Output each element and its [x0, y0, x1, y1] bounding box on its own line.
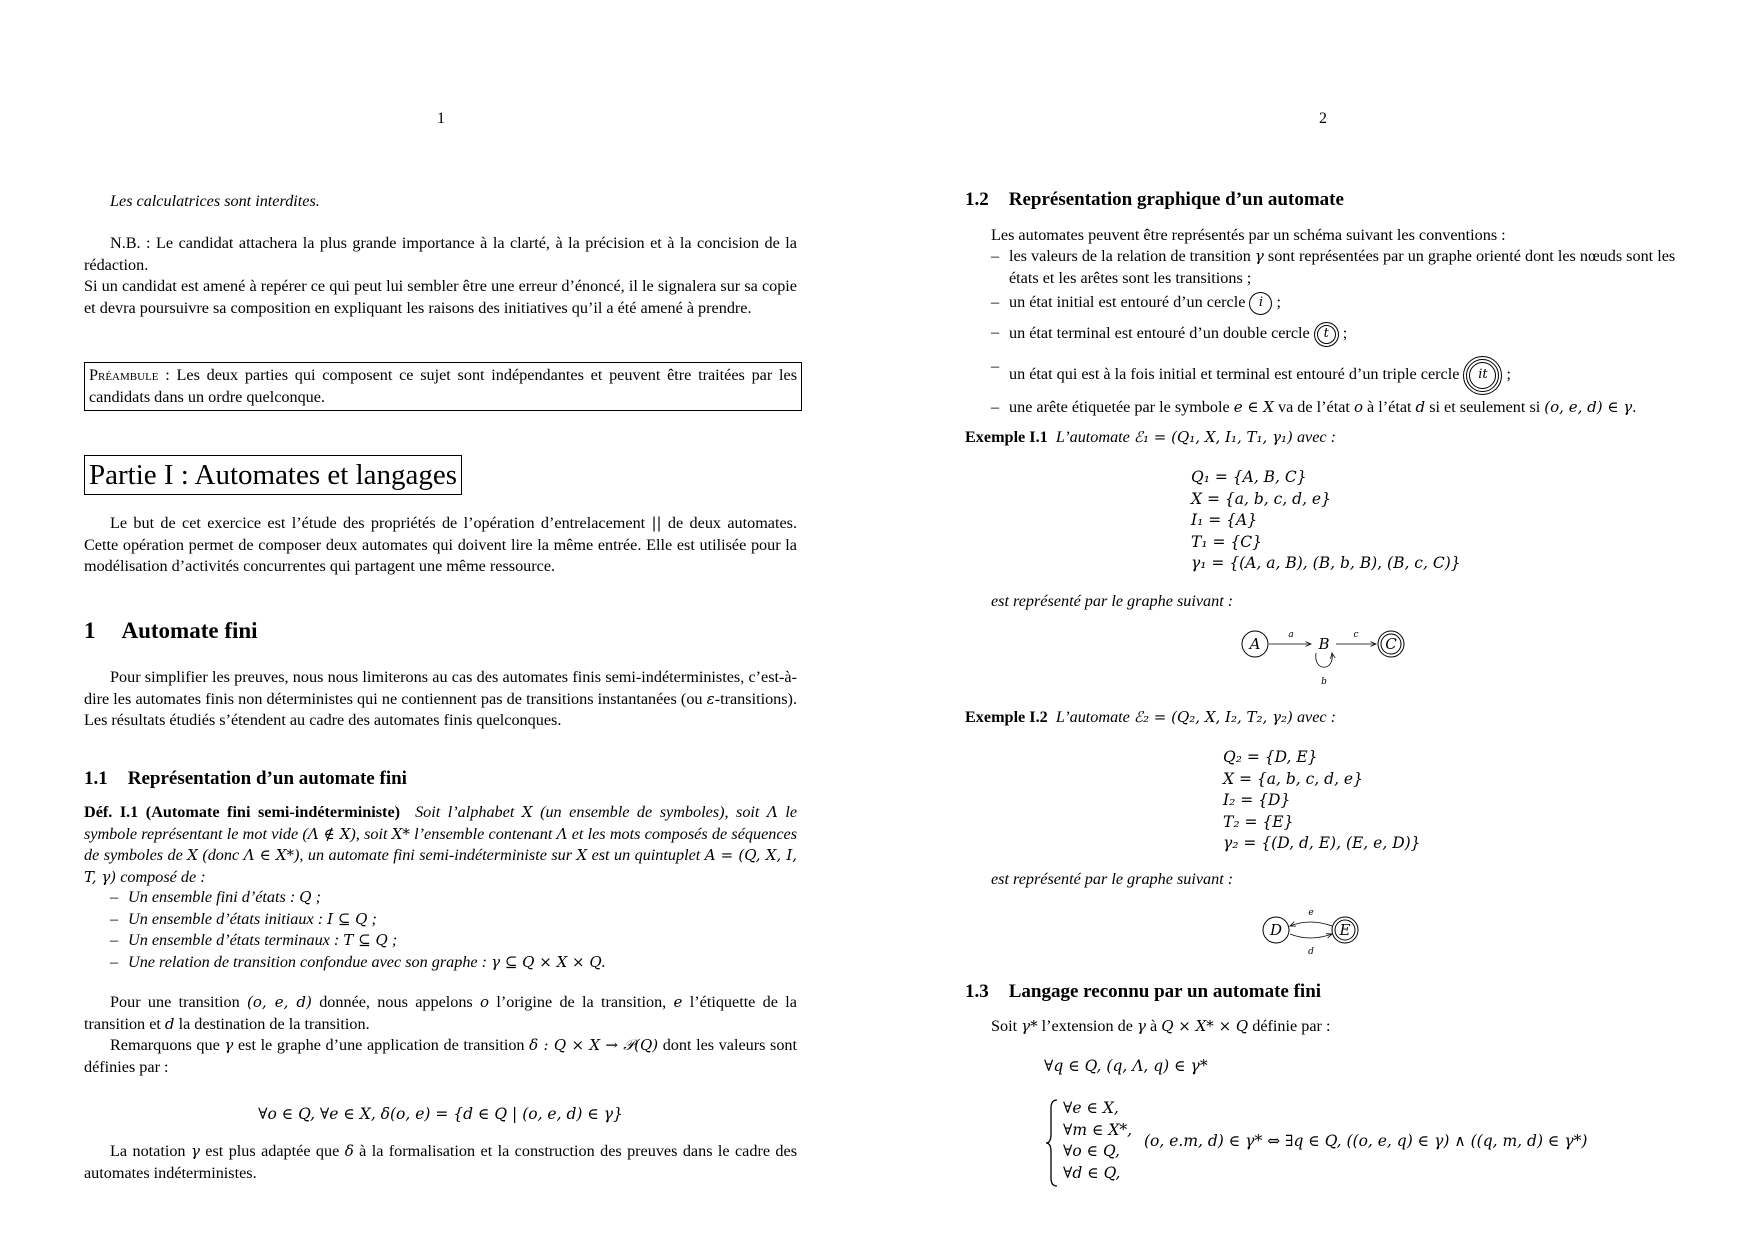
item-math: Q: [299, 888, 312, 906]
left-brace-icon: [1045, 1098, 1059, 1188]
set-definition: γ₁ = {(A, a, B), (B, b, B), (B, c, C)}: [1191, 554, 1461, 572]
list-item: [991, 397, 1681, 419]
edge-label: e: [1308, 908, 1314, 918]
para-text: à la formalisation et la construction des preuves dans le cadre des automates indéterministes.: [84, 1142, 797, 1182]
set-definition: T₁ = {C}: [1191, 532, 1262, 551]
definition-I1: [84, 802, 797, 888]
item-math: d: [1415, 398, 1426, 416]
set-definition: Q₁ = {A, B, C}: [1191, 468, 1307, 486]
item-end: .: [601, 952, 606, 971]
extension-formula-recursive: [1045, 1098, 1588, 1188]
list-item: [110, 887, 800, 909]
example-text: L’automate: [1055, 428, 1134, 446]
state-label: C: [1385, 635, 1397, 653]
set-definition: X = {a, b, c, d, e}: [1223, 769, 1363, 788]
para-text: est plus adaptée que: [199, 1142, 345, 1160]
para-math: δ: [344, 1142, 354, 1160]
def-text: le symbole représentant le mot vide (: [84, 803, 798, 843]
section-1-paragraph: [84, 667, 797, 732]
para-text: Soit: [991, 1017, 1022, 1035]
definition-label: Déf. I.1 (Automate fini semi-indéterministe): [84, 803, 401, 821]
para-text: donnée, nous appelons: [311, 993, 481, 1011]
state-label: E: [1339, 921, 1351, 939]
para-text: Pour une transition: [110, 993, 248, 1011]
epsilon-symbol: ε: [706, 689, 715, 708]
edge-label: c: [1353, 630, 1359, 640]
item-text: un état initial est entouré d’un cercle: [1009, 293, 1250, 312]
para-text: la destination de la transition.: [174, 1014, 370, 1033]
item-text: un état terminal est entouré d’un double cercle: [1009, 324, 1314, 343]
item-math: γ ⊆ Q × X × Q: [491, 952, 602, 971]
para-text: l’étiquette de la transition et: [84, 993, 797, 1033]
item-text: si et seulement si: [1425, 398, 1545, 416]
para-text: est le graphe d’une application de transition: [233, 1036, 530, 1054]
edge-label: b: [1321, 677, 1327, 687]
para-math: Q × X* × Q: [1161, 1017, 1249, 1035]
section-number: 1: [84, 618, 96, 643]
def-text: l’ensemble contenant: [409, 824, 557, 843]
item-end: ;: [367, 909, 377, 928]
item-end: ;: [387, 931, 398, 949]
example-I1-graph-caption: est représenté par le graphe suivant :: [991, 592, 1234, 610]
def-math: X*: [391, 824, 410, 843]
terminal-symbol: t: [1317, 325, 1336, 344]
example-I1-intro: [965, 427, 1685, 449]
para-math: γ: [190, 1142, 200, 1160]
example-I2-intro: [965, 707, 1685, 729]
intro-paragraph: [84, 513, 797, 578]
def-math: A = (Q, X, I, T, γ): [84, 846, 798, 886]
conventions-intro: Les automates peuvent être représentés par un schéma suivant les conventions :: [991, 226, 1506, 244]
item-text: Un ensemble fini d’états :: [128, 888, 300, 906]
example-label: Exemple I.1: [965, 428, 1048, 446]
item-math: I ⊆ Q: [327, 909, 368, 928]
preamble-label: Préambule: [89, 366, 159, 384]
list-item: [110, 952, 800, 974]
notation-paragraph: [84, 1141, 797, 1184]
item-end: ;: [1338, 324, 1348, 343]
subsection-title: Langage reconnu par un automate fini: [1008, 981, 1322, 1002]
item-text: Un ensemble d’états initiaux :: [128, 909, 328, 928]
para-text: Remarquons que: [110, 1036, 225, 1054]
para-text: définie par :: [1248, 1017, 1331, 1035]
subsection-number: 1.2: [965, 189, 989, 210]
calculator-note: Les calculatrices sont interdites.: [110, 192, 320, 210]
para-text: l’extension de: [1037, 1017, 1137, 1035]
section1-text-a: Pour simplifier les preuves, nous nous limiterons au cas des automates finis semi-indéterministes, c’est-à-dire les automates finis non déterministes qui ne contiennent pas de transitions instantanées (ou: [84, 668, 797, 708]
example-math: ℰ₁ = (Q₁, X, I₁, T₁, γ₁): [1133, 428, 1293, 446]
example-text: L’automate: [1055, 708, 1134, 726]
set-definition: Q₂ = {D, E}: [1223, 748, 1318, 766]
para-math: d: [164, 1014, 175, 1033]
subsection-1-3-heading: [965, 979, 1321, 1005]
list-item: [991, 246, 1681, 289]
section-title: Automate fini: [121, 618, 258, 643]
para-math: γ: [1136, 1017, 1146, 1035]
conventions-list: [991, 246, 1681, 419]
para-text: à: [1145, 1017, 1162, 1035]
delta-formula: ∀o ∈ Q, ∀e ∈ X, δ(o, e) = {d ∈ Q | (o, e, d) ∈ γ}: [258, 1105, 623, 1123]
list-item: [991, 322, 1681, 347]
item-text: sont représentées par un graphe orienté dont les nœuds sont les états et les arêtes sont les transitions ;: [1009, 247, 1676, 287]
edge-D-E: [1290, 934, 1332, 938]
item-end: ;: [1502, 365, 1511, 384]
quantifier: ∀o ∈ Q,: [1063, 1142, 1120, 1160]
quantifier: ∀e ∈ X,: [1063, 1099, 1119, 1117]
state-D-node: [1263, 917, 1289, 943]
state-C-node: [1378, 631, 1404, 657]
para-text: l’origine de la transition,: [489, 993, 674, 1011]
recursive-definition: (o, e.m, d) ∈ γ* ⇔ ∃q ∈ Q, ((o, e, q) ∈ γ) ∧ ((q, m, d) ∈ γ*): [1144, 1132, 1588, 1150]
example-I2-graph-caption: est représenté par le graphe suivant :: [991, 870, 1234, 888]
para-math: γ*: [1021, 1017, 1038, 1035]
initial-terminal-symbol: it: [1469, 362, 1496, 389]
item-math: o: [1353, 398, 1363, 416]
def-math: Λ: [556, 824, 568, 843]
def-math: Λ ∈ X*: [243, 846, 295, 864]
state-B-node: [1317, 635, 1329, 653]
edge-label: a: [1288, 630, 1294, 640]
quantifier: ∀m ∈ X*,: [1063, 1120, 1133, 1139]
para-math: δ : Q × X → 𝒫(Q): [529, 1036, 659, 1054]
example-label: Exemple I.2: [965, 708, 1048, 726]
preamble-box: [84, 362, 802, 411]
example-text: avec :: [1292, 708, 1337, 726]
subsection-number: 1.1: [84, 768, 108, 789]
section-1-heading: [84, 616, 258, 646]
def-text: ), soit: [350, 824, 392, 843]
nb-paragraph-1: N.B. : Le candidat attachera la plus grande importance à la clarté, à la précision et à la concision de la rédaction.: [84, 234, 797, 274]
remark-paragraph: [84, 1035, 797, 1078]
automaton-graph-E2: [1260, 904, 1370, 960]
def-text: Soit l’alphabet: [415, 803, 522, 821]
item-math: e ∈ X: [1233, 398, 1274, 416]
item-text: les valeurs de la relation de transition: [1009, 247, 1255, 265]
para-math: (o, e, d): [247, 993, 312, 1011]
item-end: ;: [1272, 293, 1282, 312]
list-item: [110, 909, 800, 931]
page-right: [877, 0, 1754, 1240]
def-math: Λ: [766, 803, 778, 821]
state-label: B: [1318, 635, 1330, 653]
definition-item-list: [110, 887, 800, 973]
set-definition: X = {a, b, c, d, e}: [1191, 489, 1331, 508]
edge-E-D: [1290, 922, 1332, 926]
list-item: [110, 930, 800, 952]
para-text: dont les valeurs sont définies par :: [84, 1036, 797, 1076]
subsection-title: Représentation d’un automate fini: [127, 768, 407, 789]
def-math: Λ ∉ X: [307, 824, 351, 843]
item-text: Une relation de transition confondue avec son graphe :: [128, 952, 492, 971]
intro-text-b: de deux automates. Cette opération permet de composer deux automates qui doivent lire la même entrée. Elle est utilisée pour la modélisation d’activités concurrentes qui partagent une même ressource.: [84, 514, 798, 575]
state-label: D: [1269, 921, 1283, 939]
preamble-text: : Les deux parties qui composent ce sujet sont indépendantes et peuvent être traitées par les candidats dans un ordre quelconque.: [89, 366, 797, 406]
initial-state-circle: i: [1249, 292, 1272, 315]
para-text: La notation: [110, 1142, 191, 1160]
intro-text-a: Le but de cet exercice est l’étude des propriétés de l’opération d’entrelacement: [110, 514, 652, 532]
item-end: ;: [311, 888, 322, 906]
page-number: 2: [1319, 110, 1327, 127]
def-text: (donc: [197, 846, 244, 864]
item-math: T ⊆ Q: [343, 931, 388, 949]
example-I1-sets: [1191, 467, 1461, 575]
item-math: γ: [1254, 247, 1264, 265]
def-math: X: [187, 846, 198, 864]
item-math: (o, e, d) ∈ γ: [1544, 398, 1633, 416]
para-math: e: [673, 993, 683, 1011]
para-math: γ: [224, 1036, 234, 1054]
initial-terminal-state-triple-circle: [1463, 356, 1502, 395]
item-text: Un ensemble d’états terminaux :: [128, 931, 344, 949]
def-math: X: [576, 846, 588, 864]
list-item: [991, 292, 1681, 315]
interleave-operator: ||: [651, 514, 662, 532]
part-title: Partie I : Automates et langages: [84, 455, 462, 495]
subsection-number: 1.3: [965, 981, 989, 1002]
para-math: o: [480, 993, 490, 1011]
subsection-title: Représentation graphique d’un automate: [1008, 189, 1344, 210]
set-definition: γ₂ = {(D, d, E), (E, e, D)}: [1223, 834, 1421, 852]
item-text: va de l’état: [1273, 398, 1354, 416]
quantifier: ∀d ∈ Q,: [1063, 1163, 1121, 1182]
transition-paragraph: [84, 992, 797, 1035]
state-A-node: [1242, 631, 1268, 657]
terminal-state-double-circle: [1314, 322, 1339, 347]
item-text: à l’état: [1362, 398, 1416, 416]
item-text: .: [1632, 398, 1637, 416]
nb-block: [84, 233, 797, 319]
example-math: ℰ₂ = (Q₂, X, I₂, T₂, γ₂): [1133, 708, 1293, 726]
def-text: et les mots composés de séquences de symboles de: [84, 824, 798, 864]
item-text: un état qui est à la fois initial et terminal est entouré d’un triple cercle: [1009, 365, 1464, 384]
example-I2-sets: [1223, 747, 1421, 855]
quantifier-list: [1063, 1098, 1132, 1184]
extension-intro: [991, 1016, 1691, 1038]
state-E-node: [1332, 917, 1358, 943]
def-text: ), un automate fini semi-indéterministe sur: [294, 846, 577, 864]
set-definition: T₂ = {E}: [1223, 812, 1294, 831]
set-definition: I₁ = {A}: [1191, 511, 1258, 529]
automaton-graph-E1: [1227, 624, 1427, 696]
edge-B-loop: [1316, 653, 1333, 667]
def-text: est un quintuplet: [587, 846, 705, 864]
nb-paragraph-2: Si un candidat est amené à repérer ce qui peut lui sembler être une erreur d’énoncé, il le signalera sur sa copie et devra poursuivre sa composition en expliquant les raisons des initiatives qu’il a été amené à prendre.: [84, 277, 797, 317]
state-label: A: [1249, 635, 1261, 653]
edge-label: d: [1308, 947, 1314, 957]
subsection-1-2-heading: [965, 187, 1344, 213]
extension-formula-base: ∀q ∈ Q, (q, Λ, q) ∈ γ*: [1044, 1057, 1208, 1075]
def-text: (un ensemble de symboles), soit: [532, 803, 767, 821]
set-definition: I₂ = {D}: [1223, 791, 1291, 809]
example-text: avec :: [1292, 428, 1337, 446]
section1-text-b: -transitions). Les résultats étudiés s’étendent au cadre des automates finis quelconques.: [84, 689, 797, 729]
list-item: [991, 356, 1681, 395]
def-math: X: [521, 803, 533, 821]
subsection-1-1-heading: [84, 766, 407, 792]
item-text: une arête étiquetée par le symbole: [1009, 398, 1234, 416]
def-text: composé de :: [116, 867, 206, 886]
page-number: 1: [437, 110, 445, 127]
